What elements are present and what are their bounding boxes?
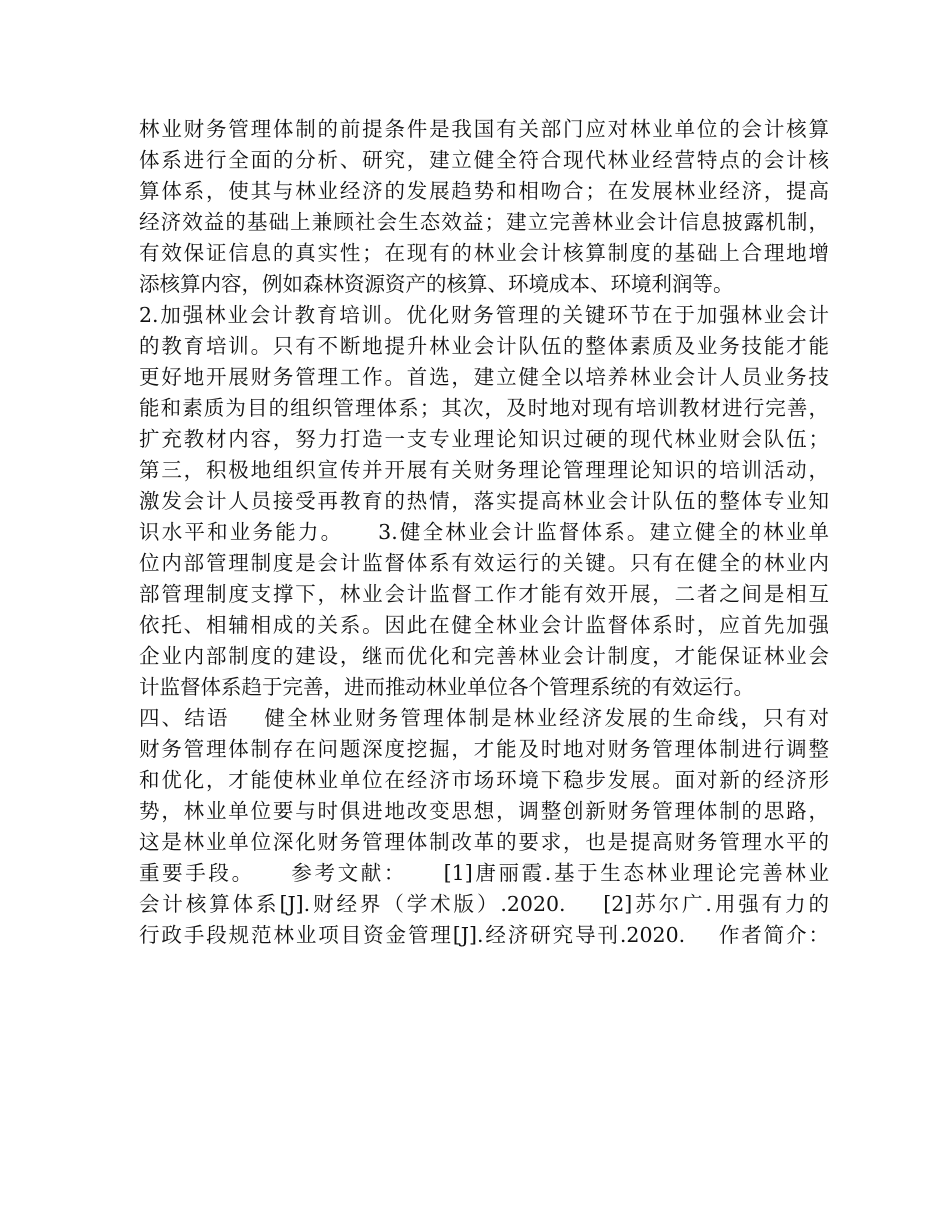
text-line: 能和素质为目的组织管理体系；其次，及时地对现有培训教材进行完善，: [139, 396, 829, 420]
text-line: 的教育培训。只有不断地提升林业会计队伍的整体素质及业务技能才能: [139, 334, 829, 358]
body-text: [139, 114, 829, 951]
text-line: 扩充教材内容，努力打造一支专业理论知识过硬的现代林业财会队伍；: [139, 427, 829, 451]
text-line: 依托、相辅相成的关系。因此在健全林业会计监督体系时，应首先加强: [139, 613, 829, 637]
text-line: 会计核算体系[J].财经界（学术版）.2020. [2]苏尔广.用强有力的: [139, 892, 829, 916]
text-line: 2.加强林业会计教育培训。优化财务管理的关键环节在于加强林业会计: [139, 303, 829, 327]
text-line: 势，林业单位要与时俱进地改变思想，调整创新财务管理体制的思路，: [139, 799, 829, 823]
text-line: 添核算内容，例如森林资源资产的核算、环境成本、环境利润等。: [139, 272, 734, 296]
text-line: 企业内部制度的建设，继而优化和完善林业会计制度，才能保证林业会: [139, 644, 829, 668]
text-line: 识水平和业务能力。 3.健全林业会计监督体系。建立健全的林业单: [139, 520, 829, 544]
text-line: 经济效益的基础上兼顾社会生态效益；建立完善林业会计信息披露机制，: [139, 210, 829, 234]
text-line: 四、结语 健全林业财务管理体制是林业经济发展的生命线，只有对: [139, 706, 829, 730]
text-line: 有效保证信息的真实性；在现有的林业会计核算制度的基础上合理地增: [139, 241, 829, 265]
text-line: 第三，积极地组织宣传并开展有关财务理论管理理论知识的培训活动，: [139, 458, 829, 482]
text-line: 和优化，才能使林业单位在经济市场环境下稳步发展。面对新的经济形: [139, 768, 829, 792]
text-line: 林业财务管理体制的前提条件是我国有关部门应对林业单位的会计核算: [139, 117, 829, 141]
text-line: 这是林业单位深化财务管理体制改革的要求，也是提高财务管理水平的: [139, 830, 829, 854]
text-line: 重要手段。 参考文献： [1]唐丽霞.基于生态林业理论完善林业: [139, 861, 829, 885]
text-line: 位内部管理制度是会计监督体系有效运行的关键。只有在健全的林业内: [139, 551, 829, 575]
text-line: 部管理制度支撑下，林业会计监督工作才能有效开展，二者之间是相互: [139, 582, 829, 606]
text-line: 算体系，使其与林业经济的发展趋势和相吻合；在发展林业经济，提高: [139, 179, 829, 203]
text-line: 体系进行全面的分析、研究，建立健全符合现代林业经营特点的会计核: [139, 148, 829, 172]
text-line: 财务管理体制存在问题深度挖掘，才能及时地对财务管理体制进行调整: [139, 737, 829, 761]
text-line: 更好地开展财务管理工作。首选，建立健全以培养林业会计人员业务技: [139, 365, 829, 389]
text-line: 计监督体系趋于完善，进而推动林业单位各个管理系统的有效运行。: [139, 675, 754, 699]
text-line: 激发会计人员接受再教育的热情，落实提高林业会计队伍的整体专业知: [139, 489, 829, 513]
text-line: 行政手段规范林业项目资金管理[J].经济研究导刊.2020. 作者简介：: [139, 923, 829, 947]
